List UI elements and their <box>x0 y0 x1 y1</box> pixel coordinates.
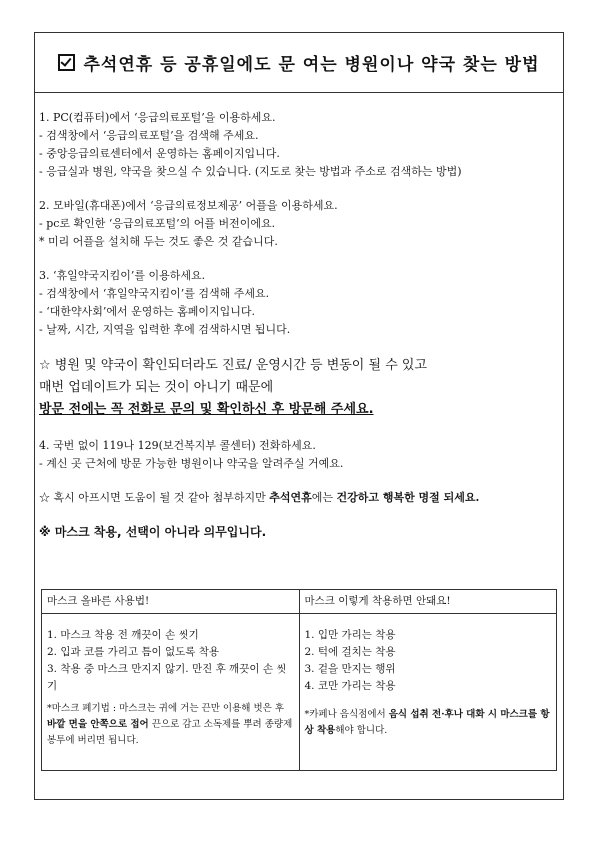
mask-heading: ※ 마스크 착용, 선택이 아니라 의무입니다. <box>39 525 267 539</box>
closing-note-bold: 추석연휴 <box>269 491 312 504</box>
mask-table <box>41 589 557 771</box>
mask-left-item: 1. 마스크 착용 전 깨끗이 손 씻기 <box>47 629 199 641</box>
mask-left-item: 3. 착용 중 마스크 만지지 않기. 만진 후 깨끗이 손 씻기 <box>47 663 287 692</box>
section-2-item: * 미리 어플을 설치해 두는 것도 좋은 것 같습니다. <box>39 235 278 248</box>
section-1-item: - 검색창에서 ‘응급의료포털’을 검색해 주세요. <box>39 129 259 142</box>
closing-note <box>39 489 559 507</box>
closing-note-bold: 건강하고 행복한 명절 되세요. <box>336 491 480 504</box>
section-3-item: - 검색창에서 ‘휴일약국지킴이’를 검색해 주세요. <box>39 287 270 300</box>
content <box>39 109 559 541</box>
mask-left-header: 마스크 올바른 사용법! <box>42 590 300 614</box>
mask-right-item: 1. 입만 가리는 착용 <box>304 629 396 641</box>
title-box <box>35 33 563 93</box>
mask-disposal-note: *마스크 폐기법 : 마스크는 귀에 거는 끈만 이용해 벗은 후 바깥 면을 안쪽으로 접어 끈으로 감고 소독제를 뿌려 종량제 봉투에 버리면 됩니다. <box>47 703 293 746</box>
section-4-item: - 계신 곳 근처에 방문 가능한 병원이나 약국을 알려주실 거예요. <box>39 457 344 470</box>
mask-cafe-note: *카페나 음식점에서 음식 섭취 전·후나 대화 시 마스크를 항상 착용해야 합니다. <box>304 709 550 736</box>
mask-right-item: 4. 코만 가리는 착용 <box>304 680 396 692</box>
page-title: 추석연휴 등 공휴일에도 문 여는 병원이나 약국 찾는 방법 <box>83 55 540 75</box>
document-frame <box>34 32 564 800</box>
mask-right-cell <box>299 614 557 771</box>
section-1 <box>39 109 559 181</box>
section-2 <box>39 197 559 251</box>
closing-note-text: 에는 <box>311 491 337 504</box>
section-1-item: - 중앙응급의료센터에서 운영하는 홈페이지입니다. <box>39 147 280 160</box>
notice-line: ☆ 병원 및 약국이 확인되더라도 진료/ 운영시간 등 변동이 될 수 있고 <box>39 358 427 373</box>
section-1-item: - 응급실과 병원, 약국을 찾으실 수 있습니다. (지도로 찾는 방법과 주소로 검색하는 방법) <box>39 165 462 178</box>
section-4 <box>39 437 559 473</box>
mask-right-item: 3. 겉을 만지는 행위 <box>304 663 396 675</box>
notice-emphasis: 방문 전에는 꼭 전화로 문의 및 확인하신 후 방문해 주세요. <box>39 402 374 417</box>
section-3-heading: 3. ‘휴일약국지킴이’를 이용하세요. <box>39 269 206 282</box>
notice <box>39 355 559 421</box>
mask-left-cell <box>42 614 300 771</box>
checkbox-icon <box>58 54 75 71</box>
mask-right-header: 마스크 이렇게 착용하면 안돼요! <box>299 590 557 614</box>
closing-note-text: ☆ 혹시 아프시면 도움이 될 것 같아 첨부하지만 <box>39 491 270 504</box>
section-1-heading: 1. PC(컴퓨터)에서 ‘응급의료포털’을 이용하세요. <box>39 111 276 124</box>
section-2-heading: 2. 모바일(휴대폰)에서 ‘응급의료정보제공’ 어플을 이용하세요. <box>39 199 338 212</box>
section-4-heading: 4. 국번 없이 119나 129(보건복지부 콜센터) 전화하세요. <box>39 439 316 452</box>
mask-right-item: 2. 턱에 걸치는 착용 <box>304 646 396 658</box>
section-2-item: - pc로 확인한 ‘응급의료포털’의 어플 버전이에요. <box>39 217 276 230</box>
mask-left-item: 2. 입과 코를 가리고 틈이 없도록 착용 <box>47 646 220 658</box>
section-3 <box>39 267 559 339</box>
section-3-item: - ‘대한약사회’에서 운영하는 홈페이지입니다. <box>39 305 255 318</box>
notice-line: 매번 업데이트가 되는 것이 아니기 때문에 <box>39 380 274 395</box>
section-3-item: - 날짜, 시간, 지역을 입력한 후에 검색하시면 됩니다. <box>39 323 291 336</box>
